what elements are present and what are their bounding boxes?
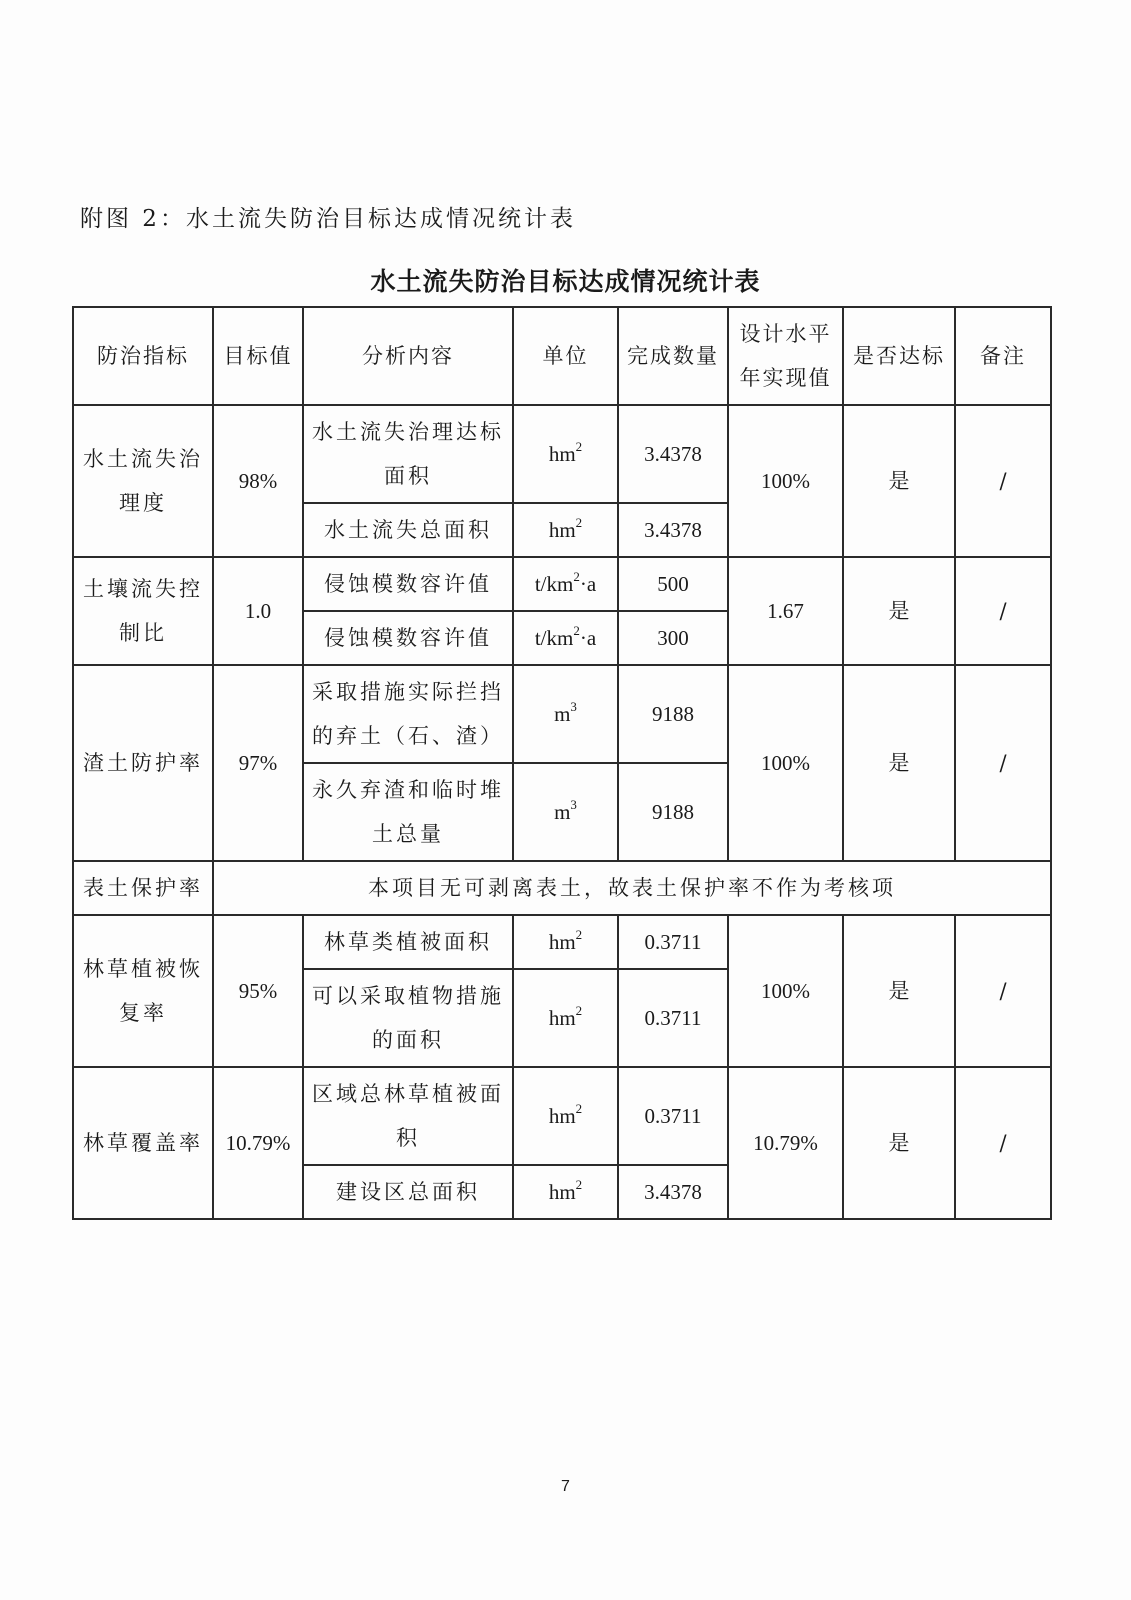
remark-cell: /: [955, 1067, 1051, 1219]
design-value-cell: 1.67: [728, 557, 843, 665]
content-cell: 可以采取植物措施的面积: [303, 969, 513, 1067]
table-row: [73, 405, 1051, 503]
quantity-cell: 3.4378: [618, 405, 728, 503]
header-indicator: 防治指标: [73, 307, 213, 405]
target-cell: 1.0: [213, 557, 303, 665]
quantity-cell: 3.4378: [618, 1165, 728, 1219]
remark-cell: /: [955, 405, 1051, 557]
figure-caption: 附图 2：水土流失防治目标达成情况统计表: [80, 206, 576, 232]
indicator-cell: 林草覆盖率: [73, 1067, 213, 1219]
remark-cell: /: [955, 665, 1051, 861]
content-cell: 建设区总面积: [303, 1165, 513, 1219]
content-cell: 林草类植被面积: [303, 915, 513, 969]
header-remark: 备注: [955, 307, 1051, 405]
table-row: [73, 1067, 1051, 1165]
content-cell: 水土流失总面积: [303, 503, 513, 557]
design-value-cell: 100%: [728, 915, 843, 1067]
achieved-cell: 是: [843, 1067, 955, 1219]
design-value-cell: 10.79%: [728, 1067, 843, 1219]
unit-cell: $t/km^2\cdot a$: [513, 557, 618, 611]
header-quantity: 完成数量: [618, 307, 728, 405]
target-cell: 98%: [213, 405, 303, 557]
header-design-value: 设计水平年实现值: [728, 307, 843, 405]
header-achieved: 是否达标: [843, 307, 955, 405]
table-row: [73, 665, 1051, 763]
design-value-cell: 100%: [728, 405, 843, 557]
quantity-cell: 0.3711: [618, 969, 728, 1067]
unit-cell: $hm^2$: [513, 915, 618, 969]
unit-cell: $m^3$: [513, 665, 618, 763]
achieved-cell: 是: [843, 405, 955, 557]
quantity-cell: 9188: [618, 763, 728, 861]
content-cell: 采取措施实际拦挡的弃土（石、渣）: [303, 665, 513, 763]
unit-cell: $hm^2$: [513, 1165, 618, 1219]
table-row: [73, 915, 1051, 969]
quantity-cell: 300: [618, 611, 728, 665]
unit-cell: $t/km^2\cdot a$: [513, 611, 618, 665]
header-target: 目标值: [213, 307, 303, 405]
indicator-cell: 表土保护率: [73, 861, 213, 915]
unit-cell: $hm^2$: [513, 405, 618, 503]
topsoil-note: 本项目无可剥离表土，故表土保护率不作为考核项: [213, 861, 1051, 915]
target-cell: 95%: [213, 915, 303, 1067]
quantity-cell: 0.3711: [618, 915, 728, 969]
page-number: 7: [561, 1478, 570, 1495]
header-unit: 单位: [513, 307, 618, 405]
content-cell: 侵蚀模数容许值: [303, 611, 513, 665]
indicator-cell: 土壤流失控制比: [73, 557, 213, 665]
remark-cell: /: [955, 915, 1051, 1067]
achieved-cell: 是: [843, 665, 955, 861]
design-value-cell: 100%: [728, 665, 843, 861]
indicator-cell: 渣土防护率: [73, 665, 213, 861]
content-cell: 区域总林草植被面积: [303, 1067, 513, 1165]
unit-cell: $hm^2$: [513, 503, 618, 557]
header-content: 分析内容: [303, 307, 513, 405]
unit-cell: $m^3$: [513, 763, 618, 861]
quantity-cell: 3.4378: [618, 503, 728, 557]
target-cell: 97%: [213, 665, 303, 861]
content-cell: 侵蚀模数容许值: [303, 557, 513, 611]
indicator-cell: 水土流失治理度: [73, 405, 213, 557]
indicator-cell: 林草植被恢复率: [73, 915, 213, 1067]
header-row: [73, 307, 1051, 405]
target-stats-table: [72, 306, 1052, 1220]
quantity-cell: 0.3711: [618, 1067, 728, 1165]
achieved-cell: 是: [843, 915, 955, 1067]
content-cell: 永久弃渣和临时堆土总量: [303, 763, 513, 861]
table-row: [73, 557, 1051, 611]
topsoil-row: [73, 861, 1051, 915]
quantity-cell: 9188: [618, 665, 728, 763]
content-cell: 水土流失治理达标面积: [303, 405, 513, 503]
achieved-cell: 是: [843, 557, 955, 665]
table-title: 水土流失防治目标达成情况统计表: [370, 267, 761, 296]
unit-cell: $hm^2$: [513, 1067, 618, 1165]
remark-cell: /: [955, 557, 1051, 665]
target-cell: 10.79%: [213, 1067, 303, 1219]
unit-cell: $hm^2$: [513, 969, 618, 1067]
quantity-cell: 500: [618, 557, 728, 611]
